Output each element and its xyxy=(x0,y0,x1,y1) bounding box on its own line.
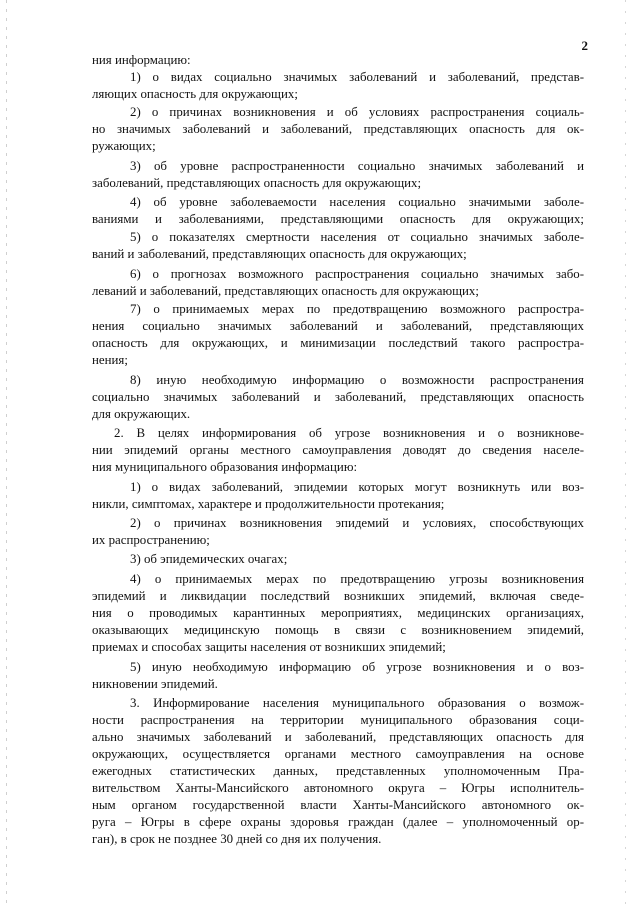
text-line: окружающих, осуществляется органами местного самоуправления на основе xyxy=(92,747,584,761)
text-line: эпидемий и ликвидации последствий возникших эпидемий, включая сведе- xyxy=(92,589,584,603)
text-line: ния информацию: xyxy=(92,53,191,67)
text-line: заболеваний, представляющих опасность для окружающих; xyxy=(92,176,422,190)
text-line: их распространению; xyxy=(92,533,210,547)
text-line: ляющих опасность для окружающих; xyxy=(92,87,298,101)
text-line: 4) об уровне заболеваемости населения социально значимыми заболе- xyxy=(130,195,584,209)
text-line: 3. Информирование населения муниципального образования о возмож- xyxy=(130,696,584,710)
text-line: ежегодных статистических данных, представленных уполномоченным Пра- xyxy=(92,764,584,778)
text-line: опасность для окружающих, и минимизации последствий такого распростра- xyxy=(92,336,584,350)
text-line: 6) о прогнозах возможного распространения социально значимых забо- xyxy=(130,267,584,281)
text-line: 5) иную необходимую информацию об угрозе возникновения и о воз- xyxy=(130,660,584,674)
text-line: нения; xyxy=(92,353,128,367)
text-line: нения социально значимых заболеваний и заболеваний, представляющих xyxy=(92,319,584,333)
text-line: вительством Ханты-Мансийского автономного округа – Югры исполнитель- xyxy=(92,781,584,795)
text-line: никновении эпидемий. xyxy=(92,677,218,691)
text-line: ваний и заболеваний, представляющих опасность для окружающих; xyxy=(92,247,467,261)
text-line: 2) о причинах возникновения эпидемий и условиях, способствующих xyxy=(130,516,584,530)
text-line: ности распространения на территории муниципального образования соци- xyxy=(92,713,584,727)
text-line: нии эпидемий органы местного самоуправления доводят до сведения населе- xyxy=(92,443,584,457)
text-line: никли, симптомах, характере и продолжительности протекания; xyxy=(92,497,445,511)
text-line: 3) об уровне распространенности социально значимых заболеваний и xyxy=(130,159,584,173)
text-line: 2) о причинах возникновения и об условиях распространения социаль- xyxy=(130,105,584,119)
text-line: для окружающих. xyxy=(92,407,191,421)
text-line: ган), в срок не позднее 30 дней со дня их получения. xyxy=(92,832,382,846)
page-number: 2 xyxy=(581,38,588,53)
text-line: но значимых заболеваний и заболеваний, представляющих опасность для ок- xyxy=(92,122,584,136)
text-line: 8) иную необходимую информацию о возможности распространения xyxy=(130,373,584,387)
text-line: руга – Югры в сфере охраны здоровья граждан (далее – уполномоченный ор- xyxy=(92,815,584,829)
text-line: ально значимых заболеваний и заболеваний, представляющих опасность для xyxy=(92,730,584,744)
text-line: 5) о показателях смертности населения от социально значимых заболе- xyxy=(130,230,584,244)
text-line: 4) о принимаемых мерах по предотвращению угрозы возникновения xyxy=(130,572,584,586)
text-line: леваний и заболеваний, представляющих опасность для окружающих; xyxy=(92,284,479,298)
text-line: 3) об эпидемических очагах; xyxy=(130,552,288,566)
text-line: ния о проводимых карантинных мероприятиях, медицинских организациях, xyxy=(92,606,584,620)
text-line: приемах и способах защиты населения от возникших эпидемий; xyxy=(92,640,446,654)
text-line: 2. В целях информирования об угрозе возникновения и о возникнове- xyxy=(114,426,584,440)
text-line: ружающих; xyxy=(92,139,156,153)
text-line: 7) о принимаемых мерах по предотвращению возможного распростра- xyxy=(130,302,584,316)
text-line: ным органом государственной власти Ханты-Мансийского автономного ок- xyxy=(92,798,584,812)
text-line: 1) о видах заболеваний, эпидемии которых могут возникнуть или воз- xyxy=(130,480,584,494)
scan-edge-right xyxy=(625,0,626,905)
scan-edge-left xyxy=(6,0,7,905)
text-line: ваниями и заболеваниями, представляющими опасность для окружающих; xyxy=(92,212,584,226)
text-line: социально значимых заболеваний и заболеваний, представляющих опасность xyxy=(92,390,584,404)
text-line: 1) о видах социально значимых заболеваний и заболеваний, представ- xyxy=(130,70,584,84)
text-line: оказывающих медицинскую помощь в связи с возникновением эпидемий, xyxy=(92,623,584,637)
text-line: ния муниципального образования информацию: xyxy=(92,460,358,474)
